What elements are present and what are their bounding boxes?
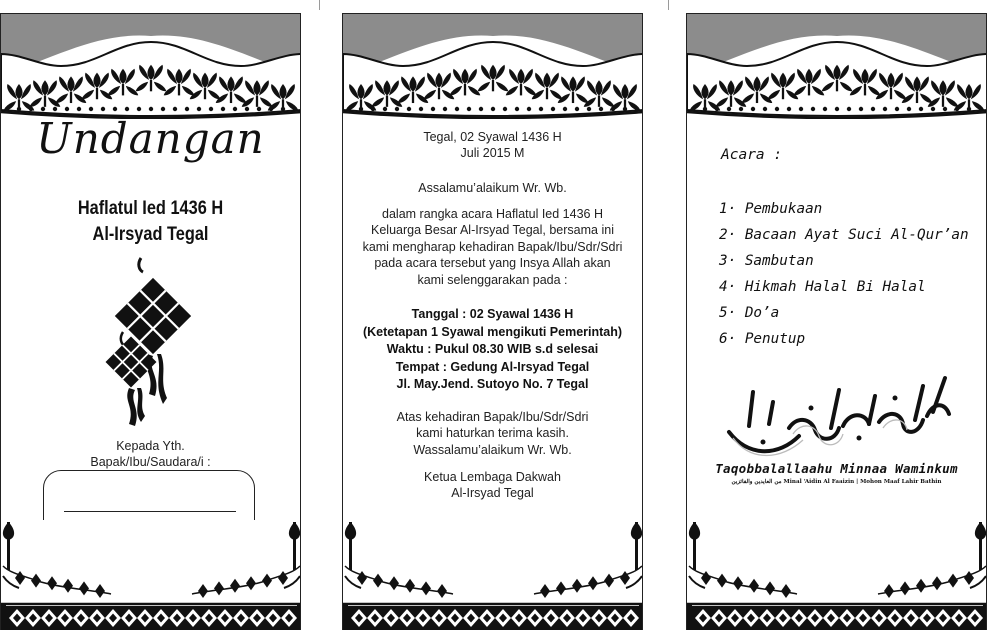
date-masehi: Juli 2015 M: [460, 146, 525, 161]
program-item-4: 4· Hikmah Halal Bi Halal: [719, 279, 926, 295]
ketupat-icon: [101, 256, 191, 431]
event-name: [22, 196, 279, 248]
closing-line: Atas kehadiran Bapak/Ibu/Sdr/Sdri: [396, 410, 589, 424]
panel-letter: [342, 13, 643, 630]
body-line: kami mengharap kehadiran Bapak/Ibu/Sdr/Sdri: [362, 239, 623, 254]
program-item-3: 3· Sambutan: [719, 253, 814, 269]
detail-address: Jl. May.Jend. Sutoyo No. 7 Tegal: [396, 377, 589, 392]
floral-arch-border: [687, 14, 986, 119]
closing: [343, 409, 642, 458]
diamond-chain-border: [1, 520, 300, 630]
program-item-5: 5· Do’a: [719, 305, 780, 321]
body-line: pada acara tersebut yang Insya Allah akan: [374, 256, 611, 271]
fold-mark-1: [319, 0, 320, 10]
signer-title-line-1: Ketua Lembaga Dakwah: [424, 470, 561, 484]
closing-line: Wassalamu’alaikum Wr. Wb.: [413, 442, 572, 457]
minal-aidin-text: من العايدين والفائزين Minal ‘Aidin Al Faaizin | Mohon Maaf Lahir Bathin: [731, 479, 942, 485]
place-date: Tegal, 02 Syawal 1436 H: [423, 130, 562, 144]
arabic-calligraphy: [719, 372, 959, 464]
recipient-line-2: Bapak/Ibu/Saudara/i :: [90, 455, 211, 469]
event-name-line-2: Al-Irsyad Tegal: [92, 224, 209, 245]
diamond-chain-border: [343, 520, 642, 630]
program-item-6: 6· Penutup: [719, 331, 806, 347]
event-name-line-1: Haflatul Ied 1436 H: [77, 198, 224, 219]
letter-body: [343, 206, 642, 288]
body-line: kami selenggarakan pada :: [417, 272, 568, 287]
greeting: Assalamu’alaikum Wr. Wb.: [418, 181, 567, 195]
panel-program: [686, 13, 987, 630]
body-line: Keluarga Besar Al-Irsyad Tegal, bersama ini: [371, 223, 614, 238]
panel-cover: [0, 13, 301, 630]
program-heading: Acara :: [721, 147, 783, 163]
fold-mark-2: [668, 0, 669, 10]
floral-arch-border: [1, 14, 300, 119]
recipient-line-1: Kepada Yth.: [116, 439, 185, 453]
detail-venue: Tempat : Gedung Al-Irsyad Tegal: [395, 359, 590, 374]
closing-line: kami haturkan terima kasih.: [416, 426, 569, 441]
diamond-chain-border: [687, 520, 986, 630]
signer-title-line-2: Al-Irsyad Tegal: [451, 486, 534, 501]
floral-arch-border: [343, 14, 642, 119]
invitation-title: Undangan: [36, 114, 265, 163]
letter-date: [343, 129, 642, 162]
recipient-label: [1, 438, 300, 470]
signer-title: [343, 469, 642, 502]
detail-note: (Ketetapan 1 Syawal mengikuti Pemerintah): [362, 324, 623, 339]
latin-prayer: Taqobbalallaahu Minnaa Waminkum: [715, 461, 958, 476]
event-details: [343, 306, 642, 394]
detail-time: Waktu : Pukul 08.30 WIB s.d selesai: [386, 342, 599, 357]
program-item-1: 1· Pembukaan: [719, 201, 823, 217]
detail-date: Tanggal : 02 Syawal 1436 H: [411, 307, 574, 321]
body-line: dalam rangka acara Haflatul Ied 1436 H: [382, 207, 603, 221]
address-line: [64, 511, 236, 512]
program-item-2: 2· Bacaan Ayat Suci Al-Qur’an: [719, 227, 969, 243]
